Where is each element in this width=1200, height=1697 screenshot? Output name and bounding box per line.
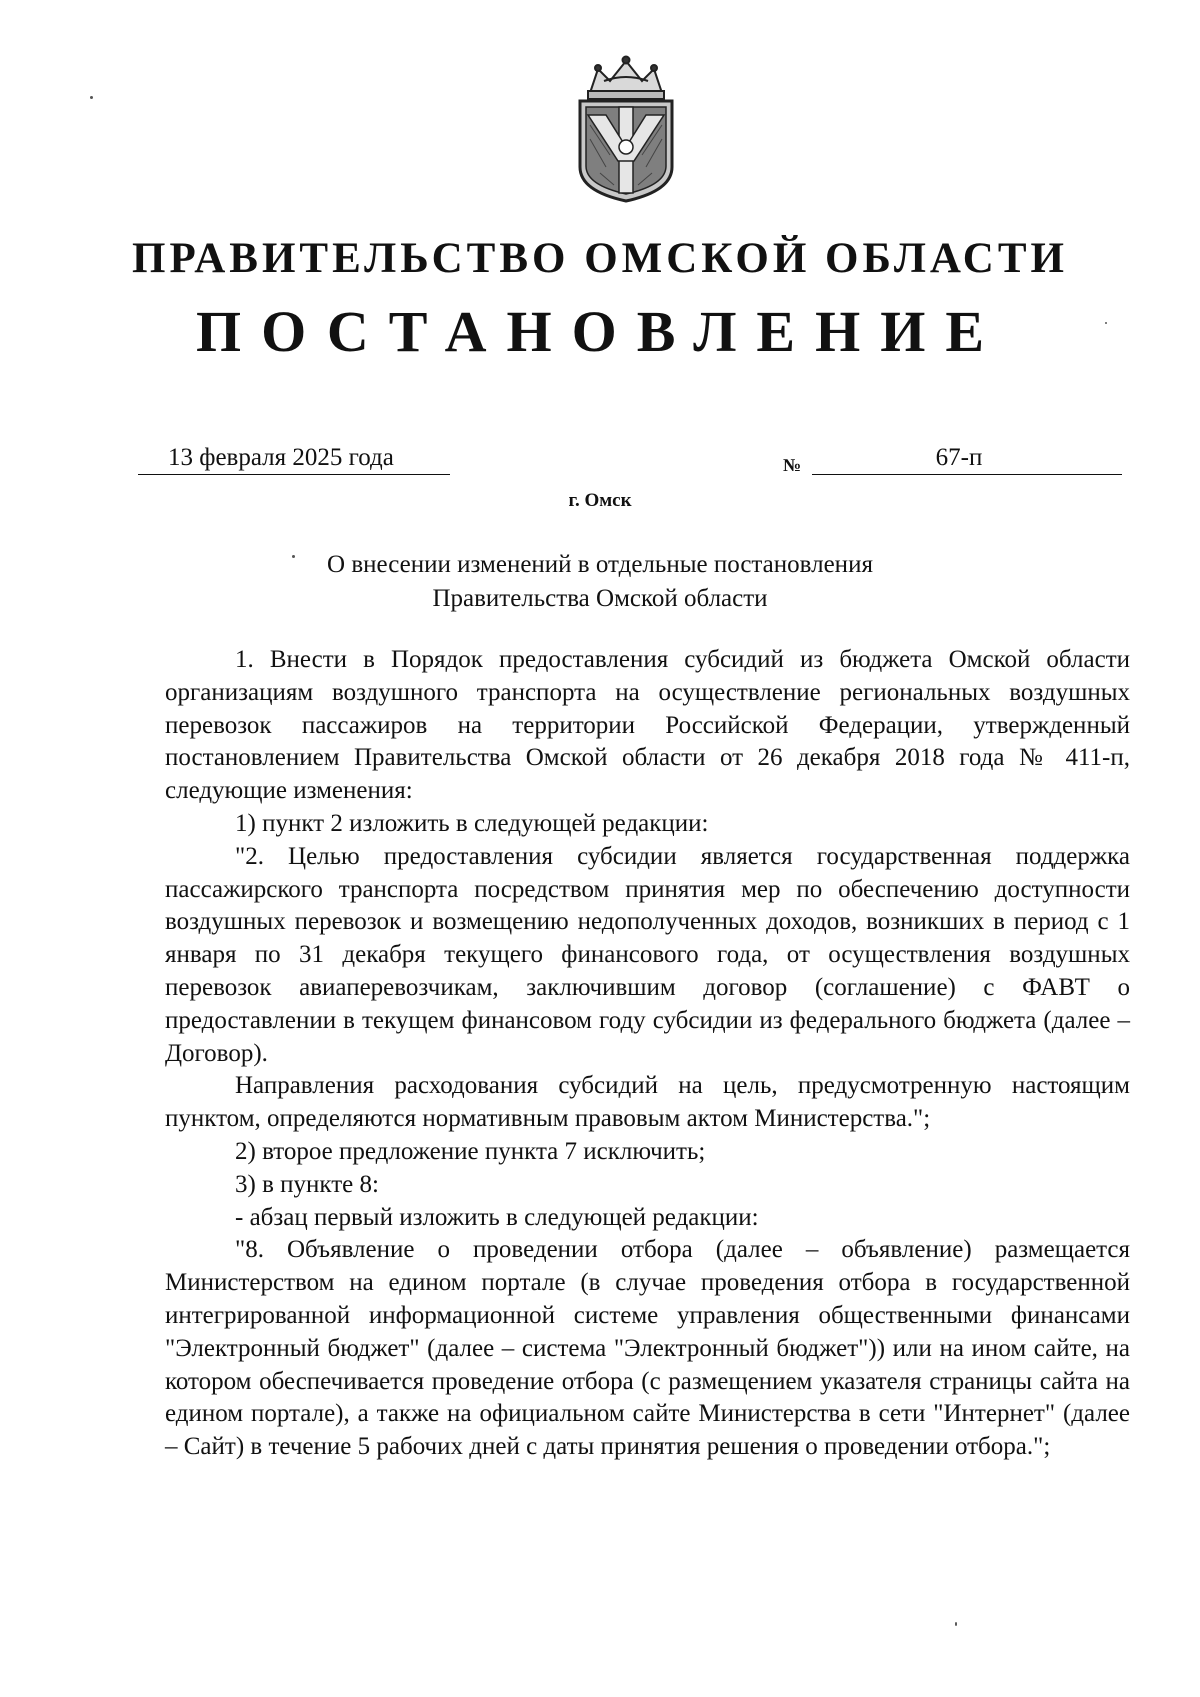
document-number: 67-п bbox=[812, 441, 1122, 475]
body-paragraph: "8. Объявление о проведении отбора (далее – объявление) размещается Министерством на едином портале (в случае проведения отбора в государственной интегрированной информационной системе управления общественными финансами "Электронный бюджет" (далее – система "Электронный бюджет")) или на ином сайте, на котором обеспечивается проведение отбора (с размещением указателя страницы сайта на едином портале), а также на официальном сайте Министерства в сети "Интернет" (далее – Сайт) в течение 5 рабочих дней с даты принятия решения о проведении отбора."; bbox=[165, 1236, 1130, 1461]
subject-line-1: О внесении изменений в отдельные постановления bbox=[327, 551, 873, 578]
body-paragraph: "2. Целью предоставления субсидии является государственная поддержка пассажирского транспорта посредством принятия мер по обеспечению доступности воздушных перевозок и возмещению недополученных доходов, возникших в период с 1 января по 31 декабря текущего финансового года, от осуществления воздушных перевозок авиаперевозчикам, заключившим договор (соглашение) с ФАВТ о предоставлении в текущем финансовом году субсидии из федерального бюджета (далее – Договор). bbox=[165, 842, 1130, 1067]
body-paragraph: - абзац первый изложить в следующей редакции: bbox=[235, 1203, 759, 1231]
document-date: 13 февраля 2025 года bbox=[138, 441, 450, 475]
body-paragraph: 3) в пункте 8: bbox=[235, 1170, 379, 1198]
coat-of-arms-emblem bbox=[570, 55, 682, 203]
body-paragraph: 1) пункт 2 изложить в следующей редакции: bbox=[235, 809, 709, 837]
scan-speck bbox=[955, 1622, 957, 1626]
subject-line-2: Правительства Омской области bbox=[432, 585, 768, 612]
scan-speck bbox=[1105, 322, 1107, 324]
organization-title: ПРАВИТЕЛЬСТВО ОМСКОЙ ОБЛАСТИ bbox=[132, 235, 1068, 282]
body-paragraph: 2) второе предложение пункта 7 исключить; bbox=[235, 1137, 706, 1165]
document-body bbox=[165, 644, 1130, 1464]
city-label: г. Омск bbox=[568, 490, 632, 511]
scan-speck bbox=[90, 96, 93, 99]
body-paragraph: Направления расходования субсидий на цель, предусмотренную настоящим пунктом, определяются нормативным правовым актом Министерства."; bbox=[165, 1072, 1130, 1133]
document-subject bbox=[0, 548, 1200, 616]
number-sign: № bbox=[783, 455, 802, 475]
scan-speck bbox=[292, 555, 295, 558]
body-paragraph: 1. Внести в Порядок предоставления субсидий из бюджета Омской области организациям воздушного транспорта на осуществление региональных воздушных перевозок пассажиров на территории Российской Федерации, утвержденный постановлением Правительства Омской области от 26 декабря 2018 года № 411-п, следующие изменения: bbox=[165, 646, 1130, 805]
document-type-title: ПОСТАНОВЛЕНИЕ bbox=[195, 299, 1005, 364]
